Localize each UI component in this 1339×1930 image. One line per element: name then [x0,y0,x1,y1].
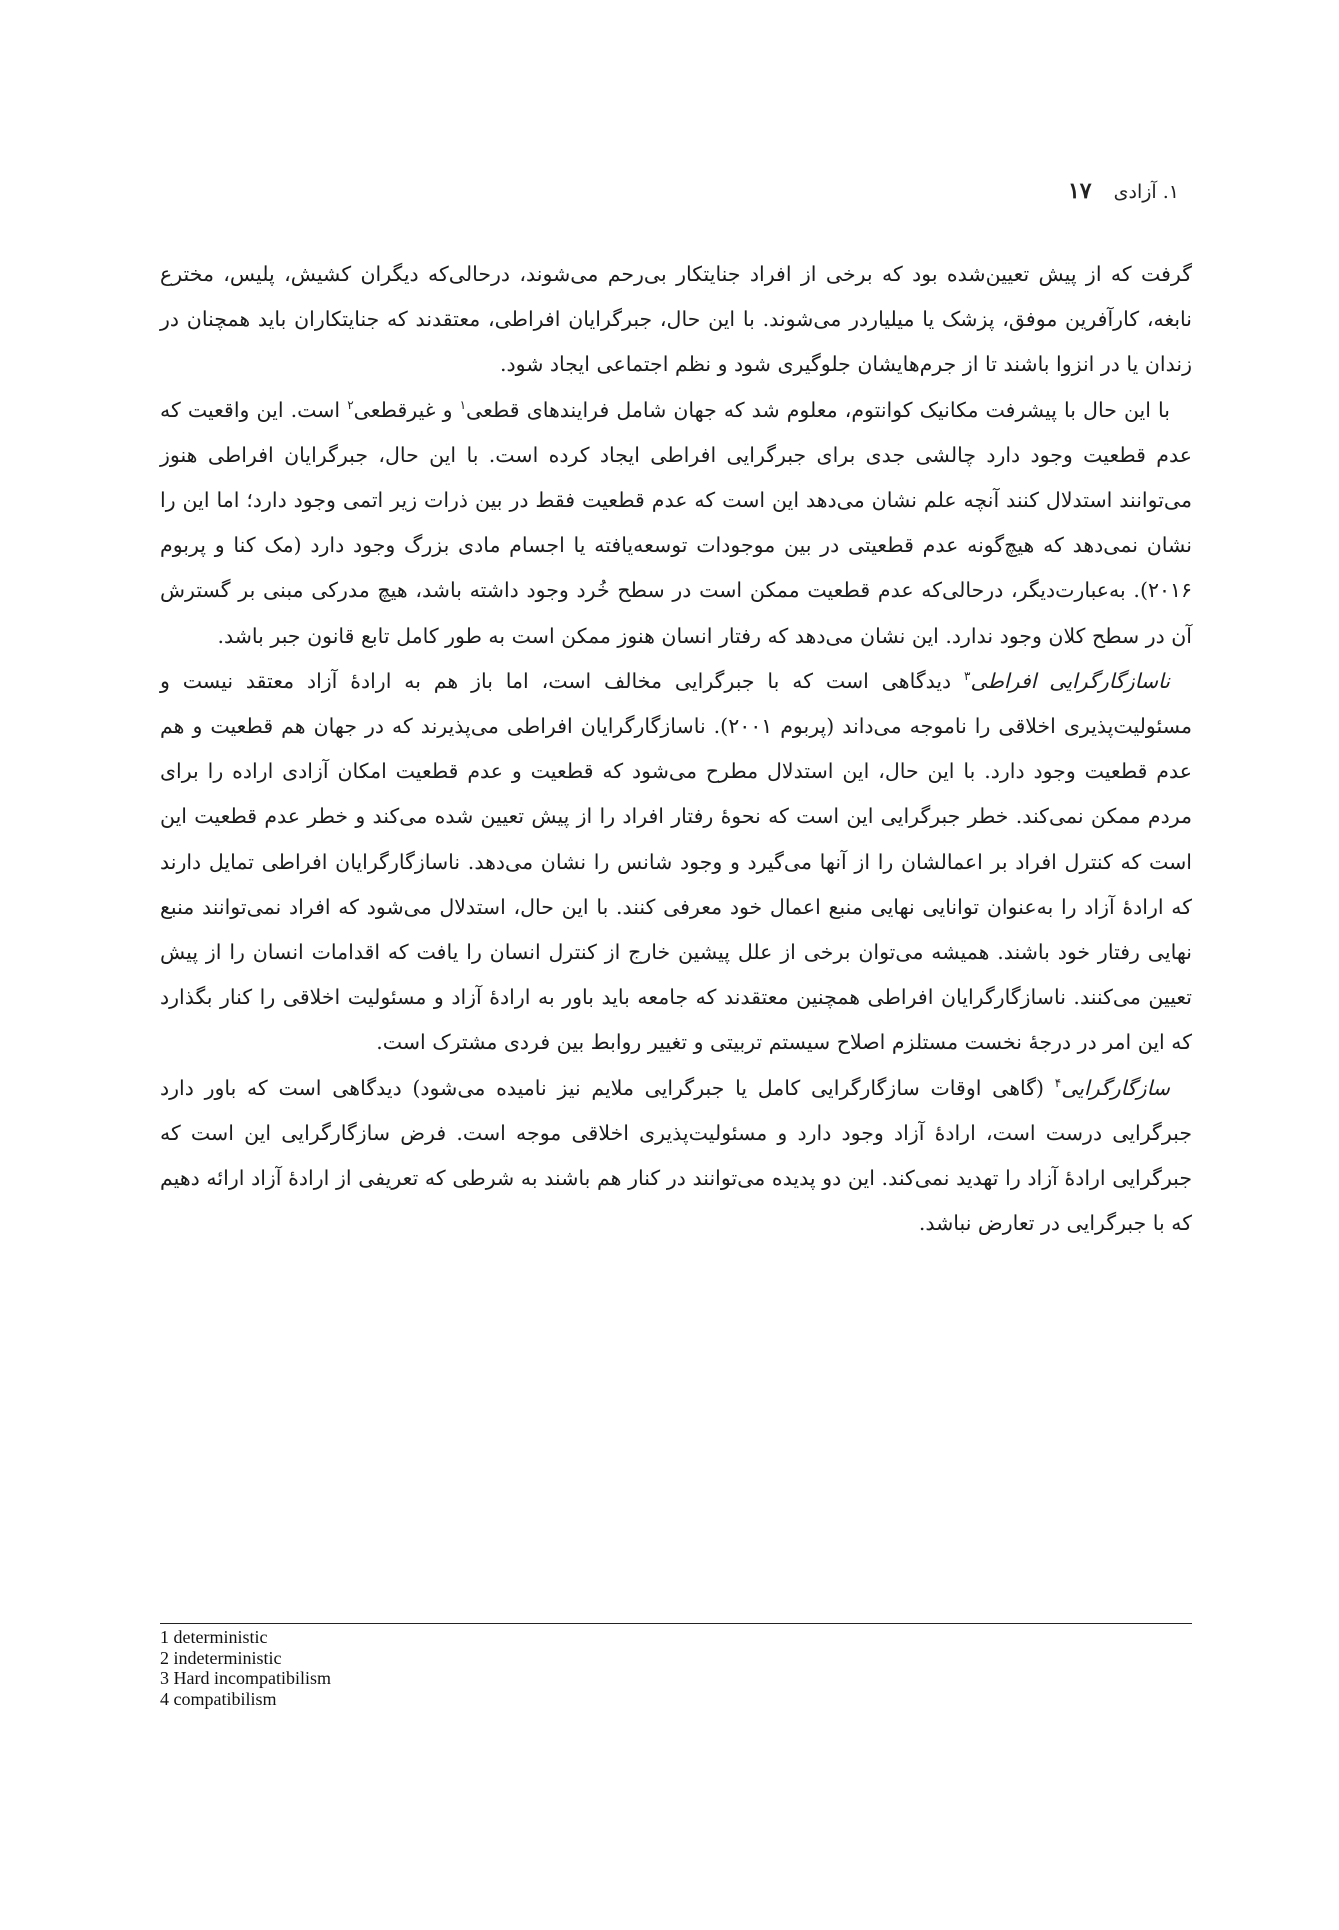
footnote-ref-4[interactable]: ۴ [1054,1075,1062,1090]
paragraph-3-text: دیدگاهی است که با جبرگرایی مخالف است، اما باز هم به ارادهٔ آزاد معتقد نیست و مسئولیت‌پذیری اخلاقی را ناموجه می‌داند (پربوم ۲۰۰۱). ناسازگارگرایان افراطی می‌پذیرند که در جهان هم قطعیت و هم عدم قطعیت وجود دارد. با این حال، این استدلال مطرح می‌شود که قطعیت و عدم قطعیت امکان آزادی اراده را برای مردم ممکن نمی‌کند. خطر جبرگرایی این است که نحوهٔ رفتار افراد را از پیش تعیین شده می‌کند و خطر عدم قطعیت این است که کنترل افراد بر اعمالشان را از آنها می‌گیرد و وجود شانس را نشان می‌دهد. ناسازگارگرایان افراطی تمایل دارند که ارادهٔ آزاد را به‌عنوان توانایی نهایی منبع اعمال خود معرفی کنند. با این حال، استدلال می‌شود که افراد نمی‌توانند منبع نهایی رفتار خود باشند. همیشه می‌توان برخی از علل پیشین خارج از کنترل انسان را یافت که اقدامات انسان را از پیش تعیین می‌کنند. ناسازگارگرایان افراطی همچنین معتقدند که جامعه باید باور به ارادهٔ آزاد و مسئولیت اخلاقی را کنار بگذارد که این امر در درجهٔ نخست مستلزم اصلاح سیستم تربیتی و تغییر روابط بین فردی مشترک است. [160,668,1192,1055]
footnote-divider [160,1623,1192,1624]
paragraph-2-part3: است. این واقعیت که عدم قطعیت وجود دارد چالشی جدی برای جبرگرایی افراطی ایجاد کرده است. با این حال، جبرگرایان افراطی هنوز می‌توانند استدلال کنند آنچه علم نشان می‌دهد این است که عدم قطعیت فقط در بین ذرات زیر اتمی وجود دارد؛ اما این را نشان نمی‌دهد که هیچ‌گونه عدم قطعیتی در بین موجودات توسعه‌یافته یا اجسام مادی بزرگ وجود دارد (مک کنا و پربوم ۲۰۱۶). به‌عبارت‌دیگر، درحالی‌که عدم قطعیت ممکن است در سطح خُرد وجود داشته باشد، هیچ مدرکی مبنی بر گسترش آن در سطح کلان وجود ندارد. این نشان می‌دهد که رفتار انسان هنوز ممکن است به طور کامل تابع قانون جبر باشد. [160,397,1192,648]
paragraph-2-part2: و غیرقطعی [353,397,460,422]
running-header [1068,178,1179,204]
footnotes [160,1627,1192,1709]
section-title: ۱. آزادی [1113,181,1179,203]
term-compatibilism: سازگارگرایی [1061,1075,1170,1100]
footnote-ref-2[interactable]: ۲ [347,397,354,412]
footnote-4: 4 compatibilism [160,1688,277,1709]
paragraph-4-text: (گاهی اوقات سازگارگرایی کامل یا جبرگرایی ملایم نیز نامیده می‌شود) دیدگاهی است که باور دارد جبرگرایی درست است، ارادهٔ آزاد وجود دارد و مسئولیت‌پذیری اخلاقی موجه است. فرض سازگارگرایی این است که جبرگرایی ارادهٔ آزاد را تهدید نمی‌کند. این دو پدیده می‌توانند در کنار هم باشند به شرطی که تعریفی از ارادهٔ آزاد ارائه دهیم که با جبرگرایی در تعارض نباشد. [160,1075,1192,1236]
paragraph-2-part1: با این حال با پیشرفت مکانیک کوانتوم، معلوم شد که جهان شامل فرایندهای قطعی [466,397,1170,422]
term-hard-incompatibilism: ناسازگارگرایی افراطی [970,668,1170,693]
footnote-ref-3[interactable]: ۳ [964,669,971,683]
paragraph-1-text: گرفت که از پیش تعیین‌شده بود که برخی از افراد جنایتکار بی‌رحم می‌شوند، درحالی‌که دیگران کشیش، پلیس، مخترع نابغه، کارآفرین موفق، پزشک یا میلیاردر می‌شوند. با این حال، جبرگرایان افراطی، معتقدند که جنایتکاران باید همچنان در زندان یا در انزوا باشند تا از جرم‌هایشان جلوگیری شود و نظم اجتماعی ایجاد شود. [160,262,1192,377]
body-text [160,252,1192,1246]
paragraph-2 [160,388,1192,659]
page-number: ۱۷ [1067,178,1092,204]
footnote-1: 1 deterministic [160,1627,268,1647]
footnote-3: 3 Hard incompatibilism [160,1668,331,1688]
paragraph-1 [160,252,1192,388]
footnote-2: 2 indeterministic [160,1647,282,1668]
footnote-ref-1[interactable]: ۱ [459,397,467,412]
paragraph-4 [160,1066,1192,1247]
paragraph-3 [160,659,1192,1066]
